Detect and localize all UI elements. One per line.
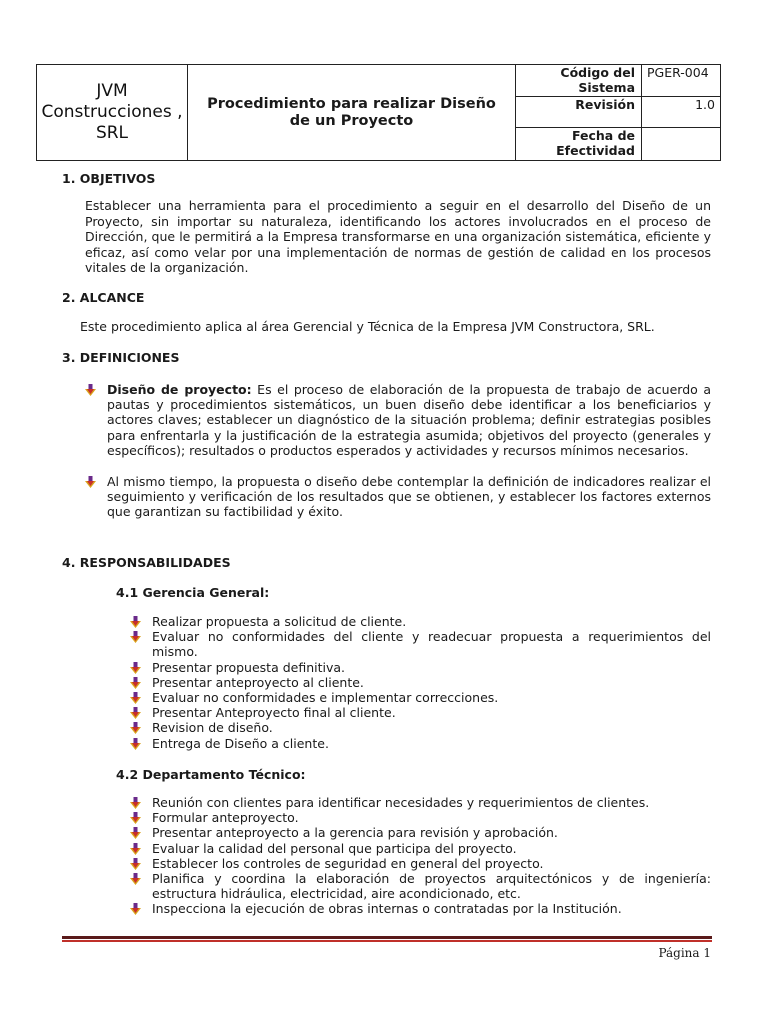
section-heading-alcance: 2. ALCANCE [62, 290, 145, 305]
list-item [130, 690, 711, 705]
list-item [130, 705, 711, 720]
list-item-text: Presentar Anteproyecto final al cliente. [152, 705, 396, 721]
list-item [130, 795, 711, 810]
bullet-arrow-icon [130, 631, 141, 643]
document-header-table [36, 64, 721, 161]
revision-label: Revisión [575, 97, 635, 112]
footer-rule-dark [62, 936, 712, 939]
definition-term: Diseño de proyecto: [107, 382, 252, 397]
definition-text-continued: Al mismo tiempo, la propuesta o diseño debe contemplar la definición de indicadores realizar el seguimiento y verificación de los resultados que se obtienen, y establecer los factores externos que garantizan su factibilidad y éxito. [107, 474, 711, 520]
bullet-arrow-icon [130, 812, 141, 824]
list-item [130, 871, 711, 901]
bullet-arrow-icon [130, 843, 141, 855]
bullet-arrow-icon [130, 797, 141, 809]
list-item [130, 825, 711, 840]
list-item [130, 675, 711, 690]
list-item [85, 474, 711, 520]
subsection-heading-tecnico: 4.2 Departamento Técnico: [116, 767, 306, 782]
objetivos-paragraph: Establecer una herramienta para el procedimiento a seguir en el desarrollo del Diseño de un Proyecto, sin importar su naturaleza, identificando los actores involucrados en el proceso de Dirección, que le permitirá a la Empresa transformarse en una organización sistemática, eficiente y eficaz, así como velar por una implementación de normas de gestión de calidad en los procesos vitales de la organización. [85, 198, 711, 275]
bullet-arrow-icon [85, 476, 96, 488]
list-item-text: Formular anteproyecto. [152, 810, 299, 826]
system-code-value: PGER-004 [647, 65, 709, 80]
bullet-arrow-icon [130, 677, 141, 689]
list-item [130, 856, 711, 871]
gerencia-responsibilities-list [130, 614, 711, 751]
list-item [130, 629, 711, 659]
list-item [130, 720, 711, 735]
bullet-arrow-icon [130, 738, 141, 750]
list-item-text: Presentar propuesta definitiva. [152, 659, 346, 675]
list-item-text: Entrega de Diseño a cliente. [152, 735, 329, 751]
definition-text: Es el proceso de elaboración de la propuesta de trabajo de acuerdo a pautas y procedimientos sistemáticos, un buen diseño debe identificar a los beneficiarios y actores claves; establecer un diagnóstico de la situación problema; definir estrategias posibles para enfrentarla y la justificación de la estrategia asumida; objetivos del proyecto (generales y específicos); resultados o productos esperados y actividades y recursos mínimos necesarios. [107, 382, 711, 458]
list-item-text: Planifica y coordina la elaboración de proyectos arquitectónicos y de ingeniería: estructura hidráulica, electricidad, aire acondicionado, etc. [152, 871, 711, 902]
footer-rule-red [62, 940, 712, 942]
alcance-paragraph: Este procedimiento aplica al área Gerencial y Técnica de la Empresa JVM Constructora, SRL. [80, 319, 655, 334]
bullet-arrow-icon [85, 384, 96, 396]
bullet-arrow-icon [130, 707, 141, 719]
list-item-text: Establecer los controles de seguridad en general del proyecto. [152, 855, 544, 871]
list-item-text: Revision de diseño. [152, 720, 273, 736]
list-item-text: Inspecciona la ejecución de obras internas o contratadas por la Institución. [152, 901, 622, 917]
subsection-heading-gerencia: 4.1 Gerencia General: [116, 585, 270, 600]
bullet-arrow-icon [130, 903, 141, 915]
bullet-arrow-icon [130, 722, 141, 734]
definitions-list [85, 382, 711, 520]
effective-date-label: Fecha de Efectividad [556, 128, 635, 158]
bullet-arrow-icon [130, 873, 141, 885]
list-item [130, 810, 711, 825]
document-title: Procedimiento para realizar Diseño de un Proyecto [207, 95, 496, 129]
list-item-text: Evaluar no conformidades del cliente y readecuar propuesta a requerimientos del mismo. [152, 629, 711, 660]
list-item-text: Reunión con clientes para identificar necesidades y requerimientos de clientes. [152, 795, 650, 810]
list-item [130, 901, 711, 916]
bullet-arrow-icon [130, 827, 141, 839]
page-number: Página 1 [658, 946, 711, 960]
list-item [130, 736, 711, 751]
list-item-text: Presentar anteproyecto al cliente. [152, 674, 364, 690]
revision-value: 1.0 [695, 97, 715, 112]
bullet-arrow-icon [130, 858, 141, 870]
bullet-arrow-icon [130, 616, 141, 628]
list-item-text: Evaluar no conformidades e implementar correcciones. [152, 690, 499, 706]
section-heading-definiciones: 3. DEFINICIONES [62, 350, 180, 365]
list-item [130, 614, 711, 629]
list-item-text: Evaluar la calidad del personal que participa del proyecto. [152, 840, 517, 856]
list-item [130, 841, 711, 856]
list-item-text: Presentar anteproyecto a la gerencia para revisión y aprobación. [152, 825, 558, 841]
section-heading-responsabilidades: 4. RESPONSABILIDADES [62, 555, 231, 570]
company-name: JVM Construcciones , SRL [41, 81, 183, 143]
section-heading-objetivos: 1. OBJETIVOS [62, 171, 156, 186]
tecnico-responsibilities-list [130, 795, 711, 917]
bullet-arrow-icon [130, 662, 141, 674]
list-item [130, 660, 711, 675]
bullet-arrow-icon [130, 692, 141, 704]
list-item [85, 382, 711, 458]
list-item-text: Realizar propuesta a solicitud de cliente. [152, 614, 407, 629]
system-code-label: Código del Sistema [560, 65, 635, 95]
